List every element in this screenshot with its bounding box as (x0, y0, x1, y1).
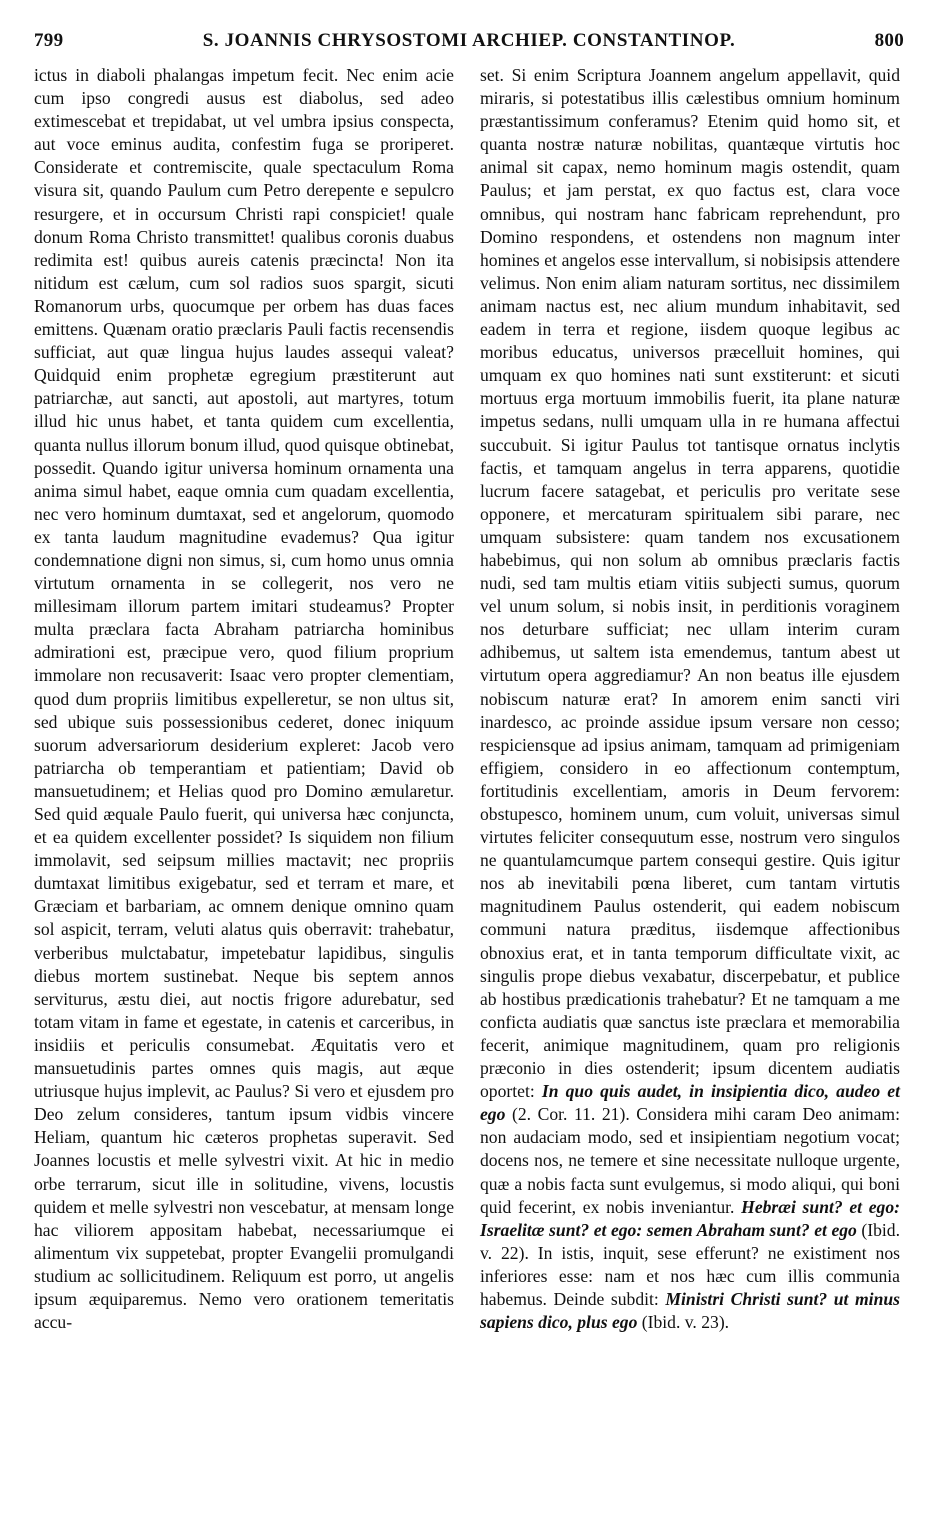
scripture-quote-1: In quo quis audet, in insipientia dico, audeo et ego (480, 1081, 900, 1125)
page-number-right: 800 (874, 30, 904, 51)
scripture-ref-1: (2. Cor. 11. 21). Considera mihi caram Deo animam: non audaciam modo, sed et insipientiam negotium vocat; docens nos, ne temere et sine necessitate nulloque urgente, quæ a nobis facta sunt evulgemus, si modo aliqui, qui boni quid fecerint, ex nobis inveniantur. (480, 1104, 900, 1217)
page-number-left: 799 (34, 30, 64, 51)
left-column (34, 64, 454, 1334)
running-title: S. JOANNIS CHRYSOSTOMI ARCHIEP. CONSTANTINOP. (202, 30, 736, 51)
scripture-ref-2: (Ibid. v. 22). In istis, inquit, sese efferunt? ne existiment nos inferiores esse: nam et nos hæc cum illis communia habemus. Deinde subdit: (480, 1219, 900, 1309)
left-column-text: ictus in diaboli phalangas impetum fecit. Nec enim acie cum ipso congredi ausus est diabolus, sed adeo extimescebat et trepidabat, ut vel umbra ipsius conspecta, aut voce eminus audita, confestim fuga se proriperet. Considerate et contremiscite, quale spectaculum Roma visura sit, quando Paulum cum Petro derepente e sepulcro resurgere, et in occursum Christi rapi conspiciet! quale donum Roma Christo transmittet! qualibus coronis duabus redimita est! quibus aureis catenis præcincta! Non ita nitidum est cælum, cum sol radios suos spargit, sicuti Romanorum urbs, quocumque per orbem has duas faces emittens. Quænam oratio præclaris Pauli factis recensendis sufficiat, aut quæ lingua hujus laudes assequi valeat? Quidquid enim prophetæ egregium præstiterunt aut patriarchæ, aut sancti, aut apostoli, aut martyres, totum illud hic unus habet, et tanta quidem cum excellentia, quanta nullus illorum bonum illud, quod quisque obtinebat, possedit. Quando igitur universa hominum ornamenta una anima simul habet, eaque omnia cum quadam excellentia, nec vero hominum dumtaxat, sed et angelorum, quomodo ex tanta laudum magnitudine evademus? Qua igitur condemnatione digni non simus, si, cum homo unus omnia virtutum ornamenta in se collegerit, nos vero ne millesimam illorum partem imitari studeamus? Propter multa præclara facta Abraham patriarcha hominibus admirationi est, præcipue vero, quod filium proprium immolare non recusaverit: Isaac vero propter clementiam, quod dum propriis limitibus expelleretur, se non ultus sit, sed ubique suis possessionibus cederet, donec iniquum suorum adversariorum desiderium expleret: Jacob vero patriarcha ob temperantiam et patientiam; David ob mansuetudinem; et Helias quod pro Domino æmularetur. Sed quid æquale Paulo fuerit, qui universa hæc conjuncta, et ea quidem excellenter possidet? Is siquidem non filium immolavit, sed seipsum millies mactavit; nec propriis dumtaxat limitibus exigebatur, sed et terram et mare, et Græciam et barbariam, ac omnem denique omnino quam sol aspicit, terram, veluti alatus quis oberravit: trahebatur, verberibus mulctabatur, impetebatur lapidibus, singulis diebus mortem sustinebat. Neque bis septem annos serviturus, æstu diei, aut noctis frigore adurebatur, sed totam vitam in fame et egestate, in catenis et carceribus, in insidiis et periculis consumebat. Æquitatis vero et mansuetudinis partes omnes quis magis, aut æque utriusque hujus implevit, ac Paulus? Si vero et ejusdem pro Deo zelum consideres, tantum ipsum vidbis vincere Heliam, quantum hic cæteros prophetas superavit. Sed Joannes locustis et melle sylvestri vixit. At hic in medio orbe terrarum, sicut ille in solitudine, vivens, locustis quidem et melle sylvestri non vescebatur, at mensam longe hac viliorem appositam habebat, necessariumque ei alimentum vix suppetebat, propter Evangelii promulgandi studium ac sollicitudinem. Reliquum est porro, ut angelis ipsum æquiparemus. Nemo vero orationem temeritatis accu- (34, 65, 454, 1333)
scripture-quote-3: Ministri Christi sunt? ut minus sapiens dico, plus ego (480, 1288, 900, 1333)
right-column-text: set. Si enim Scriptura Joannem angelum appellavit, quid miraris, si potestatibus illis cælestibus omnium hominum præstantissimum conferamus? Etenim quid homo sit, et quanta nostræ naturæ nobilitas, quantæque virtutis hoc animal sit capax, nemo hominum magis ostendit, quam Paulus; et jam perstat, ex quo factus est, clara voce omnibus, qui nostram hanc fabricam reprehendunt, pro Domino respondens, et ostendens non magnum inter homines et angelos esse intervallum, si nobisipsis attendere velimus. Non enim aliam naturam sortitus, nec dissimilem animam nactus est, nec alium mundum inhabitavit, sed eadem in terra et regione, iisdem quoque legibus ac moribus educatus, universos præcelluit homines, qui umquam ex quo homines nati sunt exstiterunt: et sicuti mortuus erga mortuum immobilis fuerit, ita plane naturæ impetus sedans, nulli umquam ulla in re humana affectui succubuit. Si igitur Paulus tot tantisque ornatus inclytis factis, et tamquam angelus in terra apparens, quotidie lucrum facere satagebat, et periculis pro veritate sese opponere, et mercaturam spiritualem sibi parare, nec umquam subsistere: quam tandem nos excusationem habebimus, qui non solum ab omnibus præclaris factis nudi, sed tam multis etiam vitiis subjecti sumus, quorum vel unum solum, si nobis insit, in perditionis voraginem nos deturbare sufficiat; nec ullam interim curam adhibemus, ut saltem ista emendemus, tantum abest ut virtutum opera aggrediamur? An non beatus ille ejusdem nobiscum naturæ erat? In amorem enim sancti viri inardesco, ac proinde assidue ipsum versare non cesso; respiciensque ad ipsius animam, tamquam ad primigeniam effigiem, considero in eo affectionum contemptum, fortitudinis excellentiam, amoris in Deum fervorem: obstupesco, hominem unum, cum voluit, universas simul virtutes feliciter consequutum esse, nostrum vero singulos ne quantulamcumque partem consequi gestire. Quis igitur nos ab inevitabili pœna liberet, cum tantam virtutis magnitudinem Paulus ostenderit, qui eadem nobiscum communi natura præditus, iisdemque affectionibus obnoxius erat, et in tanta temporum difficultate vixit, ac singulis prope diebus vexabatur, discerpebatur, et publice ab hostibus prædicationis trahebatur? Et ne tamquam a me conficta audiatis quæ sanctus iste præclara et memorabilia fecerit, animique magnitudinem, quam pro religionis præconio in dies ostenderit; ipsum dicentem audiatis oportet: (480, 65, 900, 1102)
running-head (34, 30, 904, 56)
right-column (480, 64, 900, 1334)
scripture-quote-2: Hebræi sunt? et ego: Israelitæ sunt? et ego: semen Abraham sunt? et ego (480, 1196, 901, 1240)
right-column-paragraph (480, 64, 900, 1334)
scripture-ref-3: (Ibid. v. 23). (637, 1312, 730, 1333)
